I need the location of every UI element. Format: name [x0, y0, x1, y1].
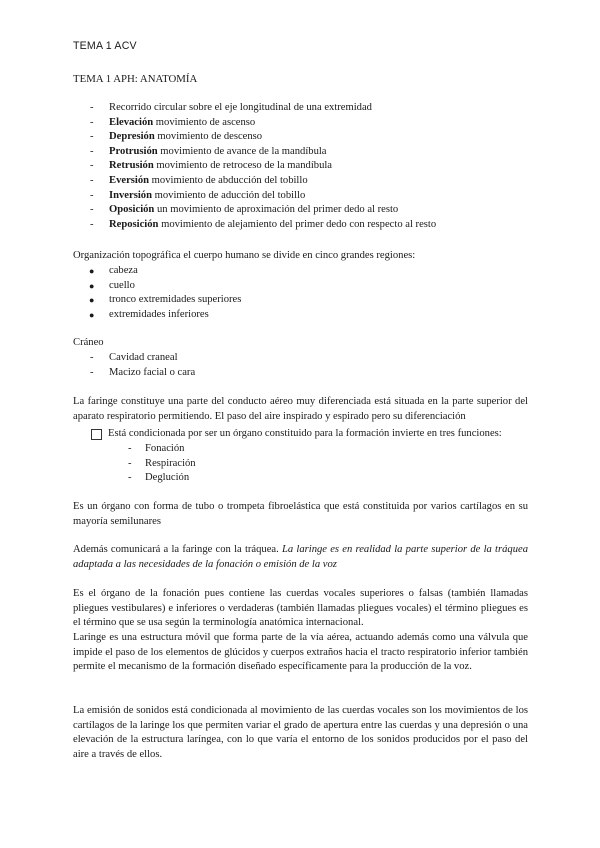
list-item: - Respiración: [128, 457, 196, 469]
craneo-title: Cráneo: [73, 337, 104, 348]
list-item: - Macizo facial o cara: [90, 366, 196, 378]
checkbox-icon: [91, 429, 102, 440]
fonacion-paragraph: Es el órgano de la fonación pues contiene las cuerdas vocales superiores o falsas (también llamadas pliegues vestibulares) e inferiores o verdaderas (también llamadas pliegues vocales) el término pliegues es el término que se usa según la terminología anatómica internacional.: [73, 588, 528, 629]
faringe-paragraph: La faringe constituye una parte del conducto aéreo muy diferenciada está situada en la parte superior del aparato respiratorio permitiendo. El paso del aire inspirado y espirado pero su diferenciación: [73, 396, 528, 422]
list-item: - Deglución: [128, 472, 190, 484]
list-item: - Reposición movimiento de alejamiento del primer dedo con respecto al resto: [90, 218, 437, 230]
list-item: - Recorrido circular sobre el eje longitudinal de una extremidad: [90, 102, 372, 113]
list-item: - Eversión movimiento de abducción del tobillo: [90, 174, 308, 186]
checkbox-item: Está condicionada por ser un órgano constituido para la formación invierte en tres funciones:: [91, 427, 531, 442]
list-item: ● extremidades inferiores: [89, 308, 209, 320]
regions-list: [73, 264, 528, 322]
regions-intro: Organización topográfica el cuerpo humano se divide en cinco grandes regiones:: [73, 250, 416, 261]
laringe-paragraph: Laringe es una estructura móvil que forma parte de la vía aérea, actuando además como una válvula que impide el paso de los elementos de glúcidos y cuerpos extraños hacia el tracto respiratorio inferior también permite el mecanismo de la formación diseñado específicamente para la producción de la voz.: [73, 632, 528, 673]
list-item: - Protrusión movimiento de avance de la mandíbula: [90, 145, 327, 157]
comunicara-paragraph: Además comunicará a la faringe con la tráquea. La laringe es en realidad la parte superior de la tráquea adaptada a las necesidades de la fonación o emisión de la voz: [73, 544, 528, 570]
list-item: - Elevación movimiento de ascenso: [90, 116, 256, 128]
page-header: TEMA 1 ACV: [73, 40, 137, 52]
list-item: - Cavidad craneal: [90, 352, 178, 363]
list-item: - Fonación: [128, 443, 185, 454]
list-item: - Retrusión movimiento de retroceso de la mandíbula: [90, 160, 333, 172]
list-item: - Depresión movimiento de descenso: [90, 131, 263, 143]
list-item: - Oposición un movimiento de aproximación del primer dedo al resto: [90, 204, 399, 216]
document-title: TEMA 1 APH: ANATOMÍA: [73, 73, 198, 85]
functions-list: [73, 442, 528, 486]
list-item: - Inversión movimiento de aducción del tobillo: [90, 189, 306, 201]
movements-list: [73, 101, 528, 232]
craneo-list: [73, 351, 528, 380]
tubo-paragraph: Es un órgano con forma de tubo o trompeta fibroelástica que está constituida por varios cartílagos en su mayoría semilunares: [73, 501, 528, 527]
emision-paragraph: La emisión de sonidos está condicionada al movimiento de las cuerdas vocales son los movimientos de los cartílagos de la laringe los que permiten variar el grado de apertura entre las cuerdas y una depresión o una elevación de la estructura laríngea, con lo que varía el entorno de los sonidos producidos por el paso del aire a través de ellos.: [73, 705, 528, 760]
list-item: ● cabeza: [89, 265, 138, 276]
list-item: ● cuello: [89, 279, 135, 291]
list-item: ● tronco extremidades superiores: [89, 294, 242, 306]
